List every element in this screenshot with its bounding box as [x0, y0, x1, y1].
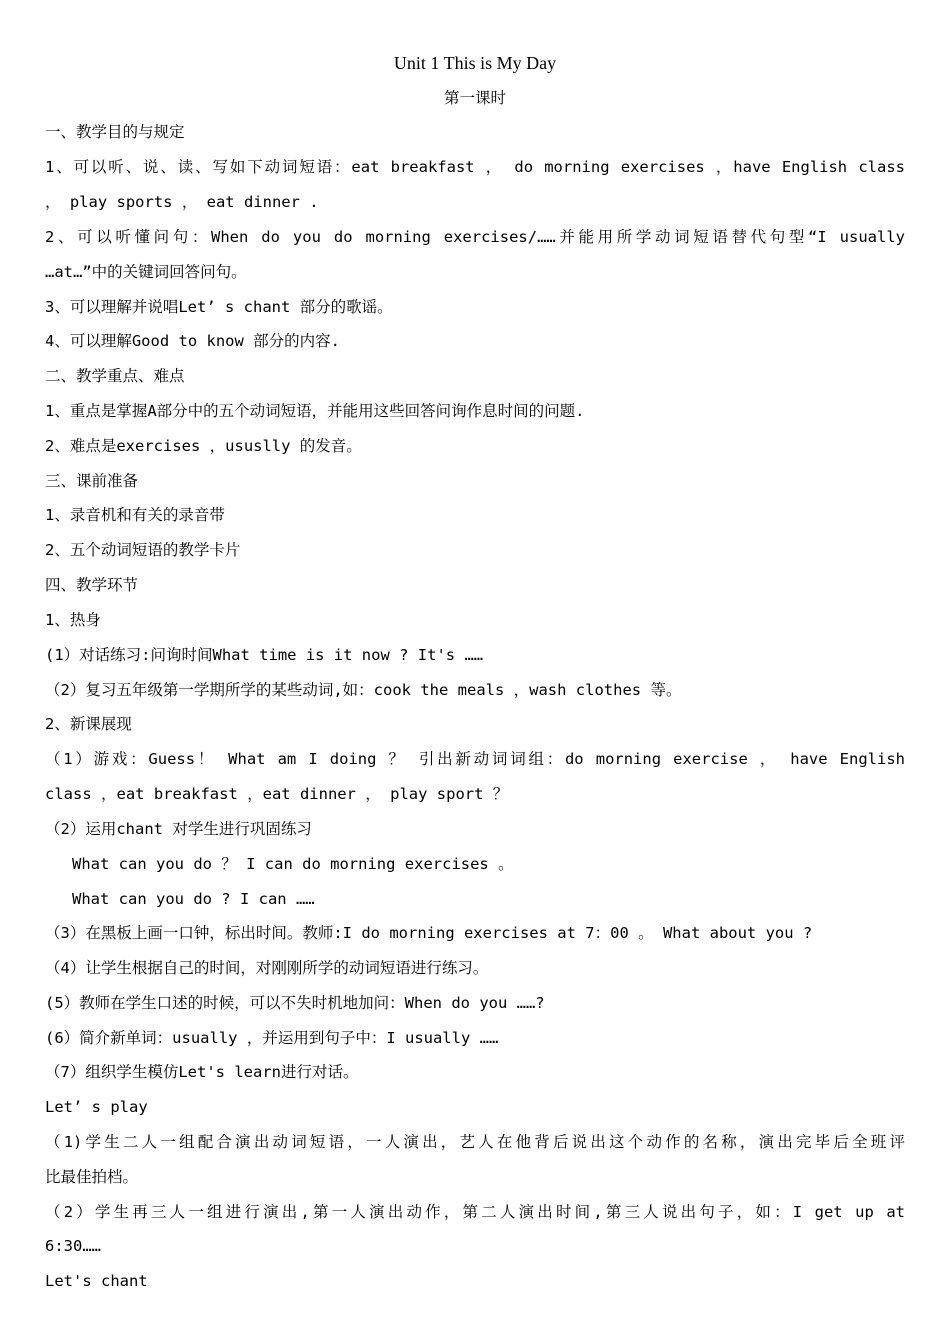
paragraph-line: （2）运用chant 对学生进行巩固练习	[45, 820, 312, 838]
paragraph-line: (1）对话练习:问询时间What time is it now ? It's ……	[45, 646, 484, 664]
section-heading: 一、教学目的与规定	[45, 123, 185, 141]
paragraph-line: 1、热身	[45, 611, 101, 629]
paragraph-line: （7）组织学生模仿Let's learn进行对话。	[45, 1063, 359, 1081]
paragraph-line: 3、可以理解并说唱Let’ s chant 部分的歌谣。	[45, 298, 393, 316]
paragraph-line: ， play sports ， eat dinner .	[45, 193, 319, 211]
paragraph-line: （3）在黑板上画一口钟，标出时间。教师:I do morning exercises at 7：00 。 What about you ?	[45, 924, 813, 942]
paragraph-line: （2）复习五年级第一学期所学的某些动词,如：cook the meals ，wash clothes 等。	[45, 681, 682, 699]
paragraph-line: (5）教师在学生口述的时候，可以不失时机地加问：When do you ……?	[45, 994, 545, 1012]
paragraph-line: 6:30……	[45, 1237, 101, 1255]
paragraph-line: 2、五个动词短语的教学卡片	[45, 541, 241, 559]
paragraph-line: class ，eat breakfast ，eat dinner ， play sport ？	[45, 785, 509, 803]
paragraph-line: （1）游戏：Guess！ What am I doing ？ 引出新动词词组：do morning exercise ， have English	[45, 750, 905, 768]
paragraph-line: （1)学生二人一组配合演出动词短语，一人演出，艺人在他背后说出这个动作的名称，演出完毕后全班评	[45, 1133, 905, 1151]
paragraph-line: …at…”中的关键词回答问句。	[45, 263, 247, 281]
section-heading: Let’ s play	[45, 1098, 148, 1116]
paragraph-line: 4、可以理解Good to know 部分的内容.	[45, 332, 340, 350]
paragraph-line: 2、新课展现	[45, 715, 132, 733]
section-heading: Let's chant	[45, 1272, 148, 1290]
section-heading: 三、课前准备	[45, 472, 139, 490]
section-heading: 四、教学环节	[45, 576, 139, 594]
paragraph-line: 1、录音机和有关的录音带	[45, 506, 225, 524]
paragraph-line: 1、可以听、说、读、写如下动词短语：eat breakfast ， do morning exercises ，have English class	[45, 158, 905, 176]
section-heading: 二、教学重点、难点	[45, 367, 185, 385]
paragraph-line: 2、难点是exercises ，ususlly 的发音。	[45, 437, 362, 455]
lesson-subtitle: 第一课时	[443, 89, 506, 107]
paragraph-line: （4）让学生根据自己的时间，对刚刚所学的动词短语进行练习。	[45, 959, 489, 977]
paragraph-line: (6）简介新单词：usually ，并运用到句子中：I usually ……	[45, 1029, 499, 1047]
paragraph-line: 2、可以听懂问句：When do you do morning exercises/……并能用所学动词短语替代句型“I usually	[45, 228, 905, 246]
paragraph-line: 1、重点是掌握A部分中的五个动词短语，并能用这些回答问询作息时间的问题.	[45, 402, 585, 420]
document-title: Unit 1 This is My Day	[393, 53, 557, 73]
chant-line: What can you do ? I can ……	[72, 890, 315, 908]
paragraph-line: （2）学生再三人一组进行演出,第一人演出动作，第二人演出时间,第三人说出句子，如：I get up at	[45, 1203, 905, 1221]
chant-line: What can you do ？ I can do morning exercises 。	[72, 855, 514, 873]
paragraph-line: 比最佳拍档。	[45, 1168, 139, 1186]
